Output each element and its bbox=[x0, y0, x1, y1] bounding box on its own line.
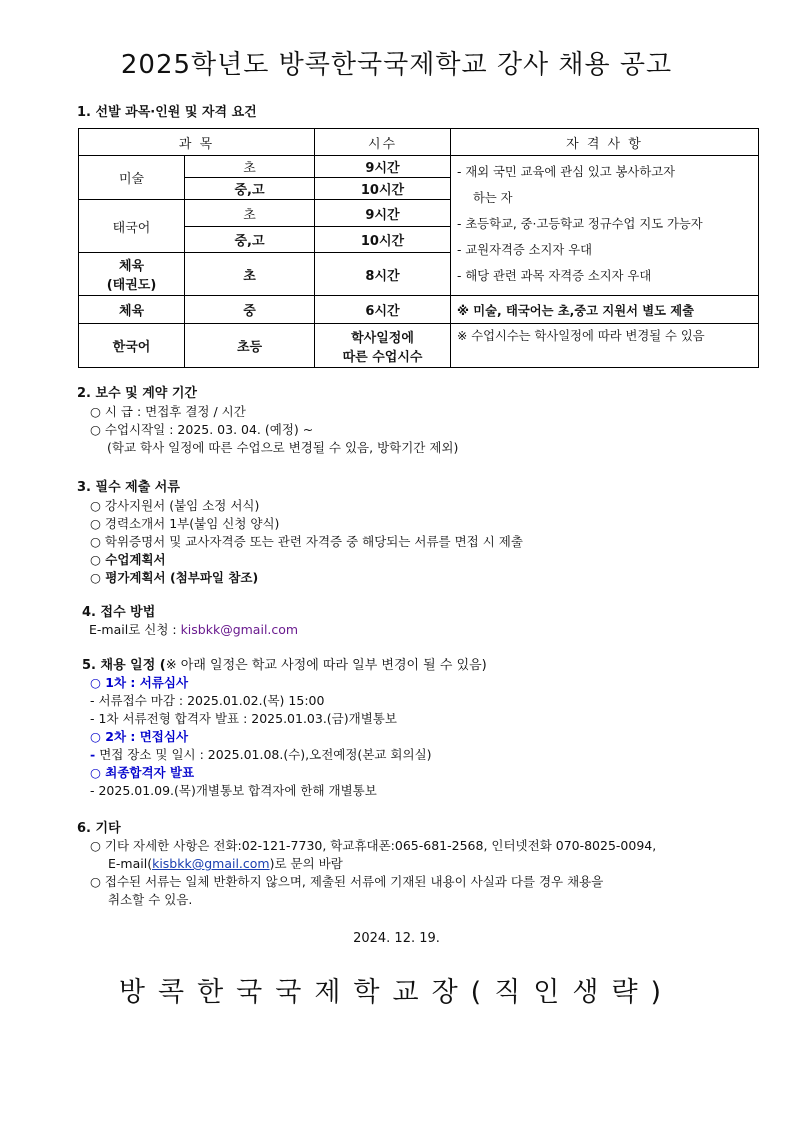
section-2-heading: 2. 보수 및 계약 기간 bbox=[77, 386, 197, 401]
notice-date: 2024. 12. 19. bbox=[353, 931, 440, 946]
section-5-heading bbox=[82, 654, 487, 673]
subject-pe-taekwondo-line2: (태권도) bbox=[106, 278, 157, 293]
note-hours-change: ※ 수업시수는 학사일정에 따라 변경될 수 있음 bbox=[451, 324, 759, 368]
doc-item-bold: ○ 평가계획서 (첨부파일 참조) bbox=[90, 570, 259, 585]
level-thai-secondary: 중,고 bbox=[185, 227, 315, 253]
round-2-interview: - 면접 장소 및 일시 : 2025.01.08.(수),오전예정(본교 회의실) bbox=[90, 747, 432, 762]
round-1-deadline: - 서류접수 마감 : 2025.01.02.(목) 15:00 bbox=[90, 693, 325, 708]
section-5-title: 5. 채용 일정 ( bbox=[82, 658, 166, 673]
doc-item-bold: ○ 수업계획서 bbox=[90, 552, 166, 567]
hours-korean bbox=[315, 324, 451, 368]
header-qualifications: 자 격 사 항 bbox=[451, 129, 759, 156]
apply-email-link[interactable]: kisbkk@gmail.com bbox=[180, 622, 299, 637]
level-art-secondary: 중,고 bbox=[185, 178, 315, 200]
contact-email-suffix: )로 문의 바람 bbox=[269, 856, 343, 871]
level-art-elementary: 초 bbox=[185, 156, 315, 178]
section-6-heading: 6. 기타 bbox=[77, 821, 121, 836]
hours-korean-line2: 따른 수업시수 bbox=[342, 349, 423, 365]
header-subject: 과 목 bbox=[79, 129, 315, 156]
section-3-heading: 3. 필수 제출 서류 bbox=[77, 480, 180, 495]
qual-line: 하는 자 bbox=[473, 191, 513, 205]
hours-korean-line1: 학사일정에 bbox=[351, 330, 414, 346]
section-5-note: ※ 아래 일정은 학교 사정에 따라 일부 변경이 될 수 있음) bbox=[165, 658, 487, 673]
hours-thai-elementary: 9시간 bbox=[315, 200, 451, 227]
return-policy-cont: 취소할 수 있음. bbox=[108, 892, 193, 907]
section-1-heading: 1. 선발 과목·인원 및 자격 요건 bbox=[77, 105, 257, 120]
hours-art-secondary: 10시간 bbox=[315, 178, 451, 200]
contact-email-prefix: E-mail( bbox=[108, 856, 153, 871]
start-date: ○ 수업시작일 : 2025. 03. 04. (예정) ~ bbox=[90, 422, 314, 437]
subject-pe-taekwondo bbox=[79, 253, 185, 296]
note-separate-application: ※ 미술, 태국어는 초,중고 지원서 별도 제출 bbox=[451, 296, 759, 324]
header-hours: 시수 bbox=[315, 129, 451, 156]
contact-email bbox=[108, 854, 343, 872]
requirements-table bbox=[78, 128, 759, 368]
doc-item: ○ 학위증명서 및 교사자격증 또는 관련 자격증 중 해당되는 서류를 면접 시 제출 bbox=[90, 534, 523, 549]
pay-rate: ○ 시 급 : 면접후 결정 / 시간 bbox=[90, 404, 246, 419]
hours-thai-secondary: 10시간 bbox=[315, 227, 451, 253]
level-korean: 초등 bbox=[185, 324, 315, 368]
contact-email-link[interactable]: kisbkk@gmail.com bbox=[152, 856, 270, 871]
qual-line: - 교원자격증 소지자 우대 bbox=[457, 243, 592, 257]
apply-prefix: E-mail로 신청 : bbox=[89, 622, 181, 637]
qual-line: - 재외 국민 교육에 관심 있고 봉사하고자 bbox=[457, 165, 675, 179]
level-thai-elementary: 초 bbox=[185, 200, 315, 227]
principal-signature: 방콕한국국제학교장(직인생략) bbox=[118, 977, 675, 1008]
subject-korean: 한국어 bbox=[79, 324, 185, 368]
contact-info: ○ 기타 자세한 사항은 전화:02-121-7730, 학교휴대폰:065-681-2568, 인터넷전화 070-8025-0094, bbox=[90, 838, 657, 853]
qual-line: - 해당 관련 과목 자격증 소지자 우대 bbox=[457, 269, 652, 283]
hours-taekwondo: 8시간 bbox=[315, 253, 451, 296]
apply-method bbox=[89, 620, 298, 638]
level-taekwondo: 초 bbox=[185, 253, 315, 296]
subject-thai: 태국어 bbox=[79, 200, 185, 253]
subject-pe: 체육 bbox=[79, 296, 185, 324]
final-heading: ○ 최종합격자 발표 bbox=[90, 765, 195, 780]
hours-pe: 6시간 bbox=[315, 296, 451, 324]
round-2-interview-text: 면접 장소 및 일시 : 2025.01.08.(수),오전예정(본교 회의실) bbox=[99, 747, 432, 762]
start-date-note: (학교 학사 일정에 따른 수업으로 변경될 수 있음, 방학기간 제외) bbox=[107, 440, 459, 455]
doc-item: ○ 경력소개서 1부(붙임 신청 양식) bbox=[90, 516, 280, 531]
subject-art: 미술 bbox=[79, 156, 185, 200]
round-2-heading: ○ 2차 : 면접심사 bbox=[90, 729, 189, 744]
round-1-heading: ○ 1차 : 서류심사 bbox=[90, 675, 189, 690]
qual-line: - 초등학교, 중·고등학교 정규수업 지도 가능자 bbox=[457, 217, 703, 231]
return-policy: ○ 접수된 서류는 일체 반환하지 않으며, 제출된 서류에 기재된 내용이 사실과 다를 경우 채용을 bbox=[90, 874, 604, 889]
subject-pe-taekwondo-line1: 체육 bbox=[118, 259, 145, 274]
hours-art-elementary: 9시간 bbox=[315, 156, 451, 178]
doc-item: ○ 강사지원서 (붙임 소정 서식) bbox=[90, 498, 260, 513]
final-announcement: - 2025.01.09.(목)개별통보 합격자에 한해 개별통보 bbox=[90, 783, 377, 798]
qualifications-cell bbox=[451, 156, 759, 296]
level-pe: 중 bbox=[185, 296, 315, 324]
page-title: 2025학년도 방콕한국국제학교 강사 채용 공고 bbox=[120, 50, 673, 80]
round-1-announcement: - 1차 서류전형 합격자 발표 : 2025.01.03.(금)개별통보 bbox=[90, 711, 397, 726]
section-4-heading: 4. 접수 방법 bbox=[82, 605, 156, 620]
